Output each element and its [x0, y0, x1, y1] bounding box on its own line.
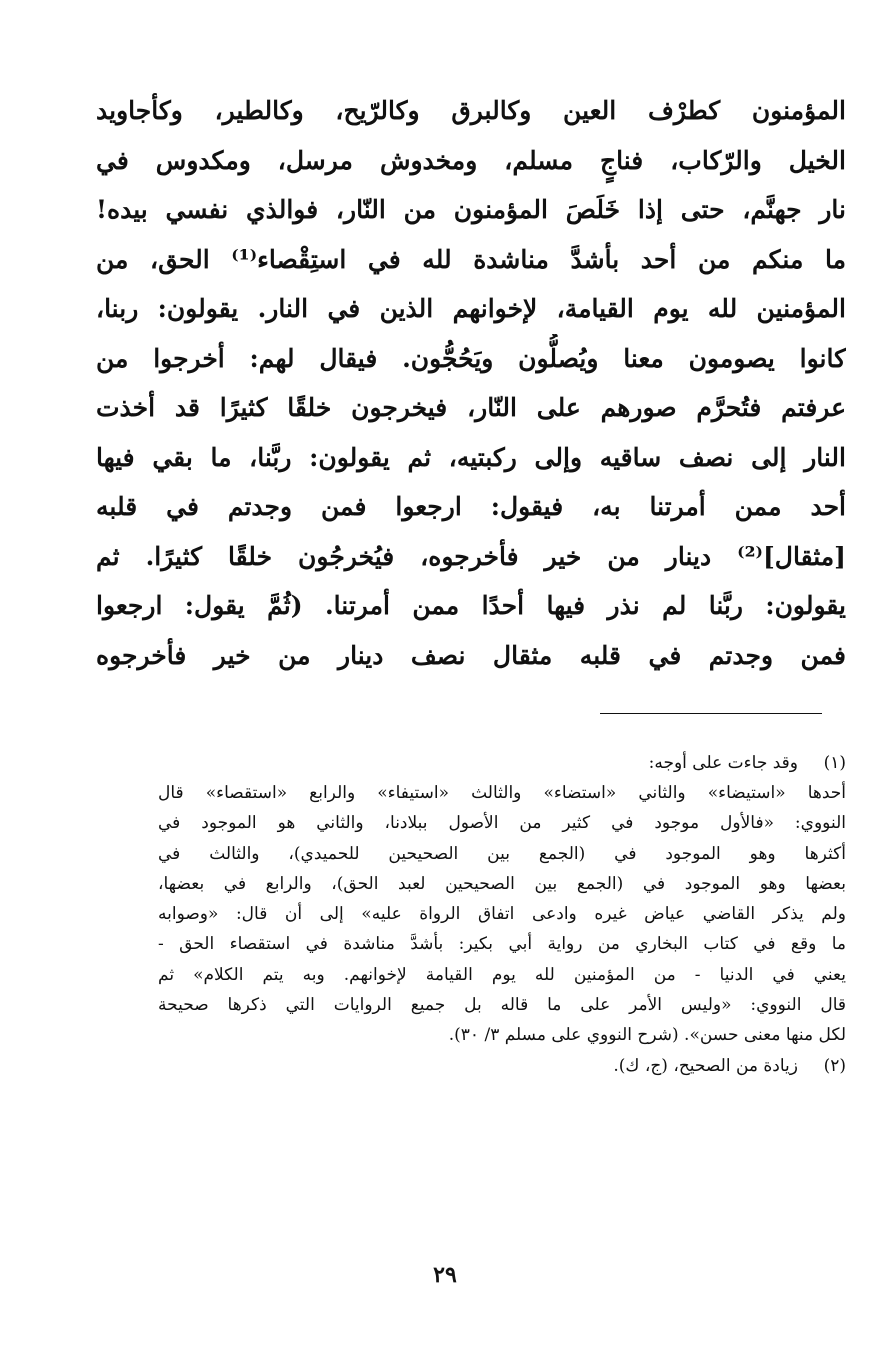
footnote-1: [158, 748, 846, 778]
footnote-line: قال النووي: «وليس الأمر على ما قاله بل جميع الروايات التي ذكرها صحيحة: [158, 995, 846, 1016]
footnote-line: بعضها وهو الموجود في (الجمع بين الصحيحين لعبد الحق)، والرابع في بعضها،: [158, 873, 846, 894]
page-number: ٢٩: [433, 1262, 457, 1288]
main-text-line: يقولون: ربَّنا لم نذر فيها أحدًا ممن أمرتنا. (ثُمَّ يقول: ارجعوا: [96, 591, 846, 620]
main-text-line: أحد ممن أمرتنا به، فيقول: ارجعوا فمن وجدتم في قلبه: [96, 492, 846, 521]
main-text-line: كانوا يصومون معنا ويُصلُّون ويَحُجُّون. فيقال لهم: أخرجوا من: [96, 343, 846, 373]
main-text-line: [مثقال]⁽²⁾ دينار من خير فأخرجوه، فيُخرجُون خلقًا كثيرًا. ثم: [96, 541, 846, 571]
main-text-line: المؤمنين لله يوم القيامة، لإخوانهم الذين في النار. يقولون: ربنا،: [96, 294, 846, 323]
footnote-heading: زيادة من الصحيح، (ج، ك).: [613, 1055, 798, 1076]
footnotes: [158, 748, 846, 1081]
footnote-line: يعني في الدنيا - من المؤمنين لله يوم القيامة لإخوانهم. وبه يتم الكلام» ثم: [158, 964, 846, 985]
main-text-line: عرفتم فتُحرَّم صورهم على النّار، فيخرجون خلقًا كثيرًا قد أخذت: [96, 393, 846, 422]
footnote-line: ولم يذكر القاضي عياض غيره وادعى اتفاق الرواة عليه» إلى أن قال: «وصوابه: [158, 904, 846, 925]
main-text-line: نار جهنَّم، حتى إذا خَلَصَ المؤمنون من النّار، فوالذي نفسي بيده!: [96, 195, 846, 224]
footnote-heading: وقد جاءت على أوجه:: [648, 753, 798, 773]
main-text-line: الخيل والرّكاب، فناجٍ مسلم، ومخدوش مرسل، ومكدوس في: [96, 145, 846, 175]
footnote-separator: [600, 713, 822, 714]
main-text: [96, 86, 846, 680]
footnote-number: (٢): [823, 1055, 846, 1076]
footnote-line: لكل منها معنى حسن». (شرح النووي على مسلم ٣/ ٣٠).: [448, 1025, 846, 1046]
main-text-line: المؤمنون كطرْف العين وكالبرق وكالرّيح، وكالطير، وكأجاويد: [96, 96, 846, 125]
footnote-number: (١): [823, 753, 846, 773]
footnote-line: النووي: «فالأول موجود في كثير من الأصول ببلادنا، والثاني هو الموجود في: [158, 813, 846, 834]
main-text-line: فمن وجدتم في قلبه مثقال نصف دينار من خير فأخرجوه: [96, 640, 846, 670]
footnote-line: أكثرها وهو الموجود في (الجمع بين الصحيحين للحميدي)، والثالث في: [158, 843, 846, 864]
footnote-line: أحدها «استيضاء» والثاني «استضاء» والثالث «استيفاء» والرابع «استقصاء» قال: [158, 783, 846, 803]
footnote-2: [158, 1051, 846, 1081]
main-text-line: النار إلى نصف ساقيه وإلى ركبتيه، ثم يقولون: ربَّنا، ما بقي فيها: [96, 442, 846, 472]
footnote-line: ما وقع في كتاب البخاري من رواية أبي بكير: بأشدَّ مناشدة في استقصاء الحق -: [158, 934, 846, 955]
main-text-line: ما منكم من أحد بأشدَّ مناشدة لله في استِقْصاء⁽¹⁾ الحق، من: [96, 244, 846, 274]
